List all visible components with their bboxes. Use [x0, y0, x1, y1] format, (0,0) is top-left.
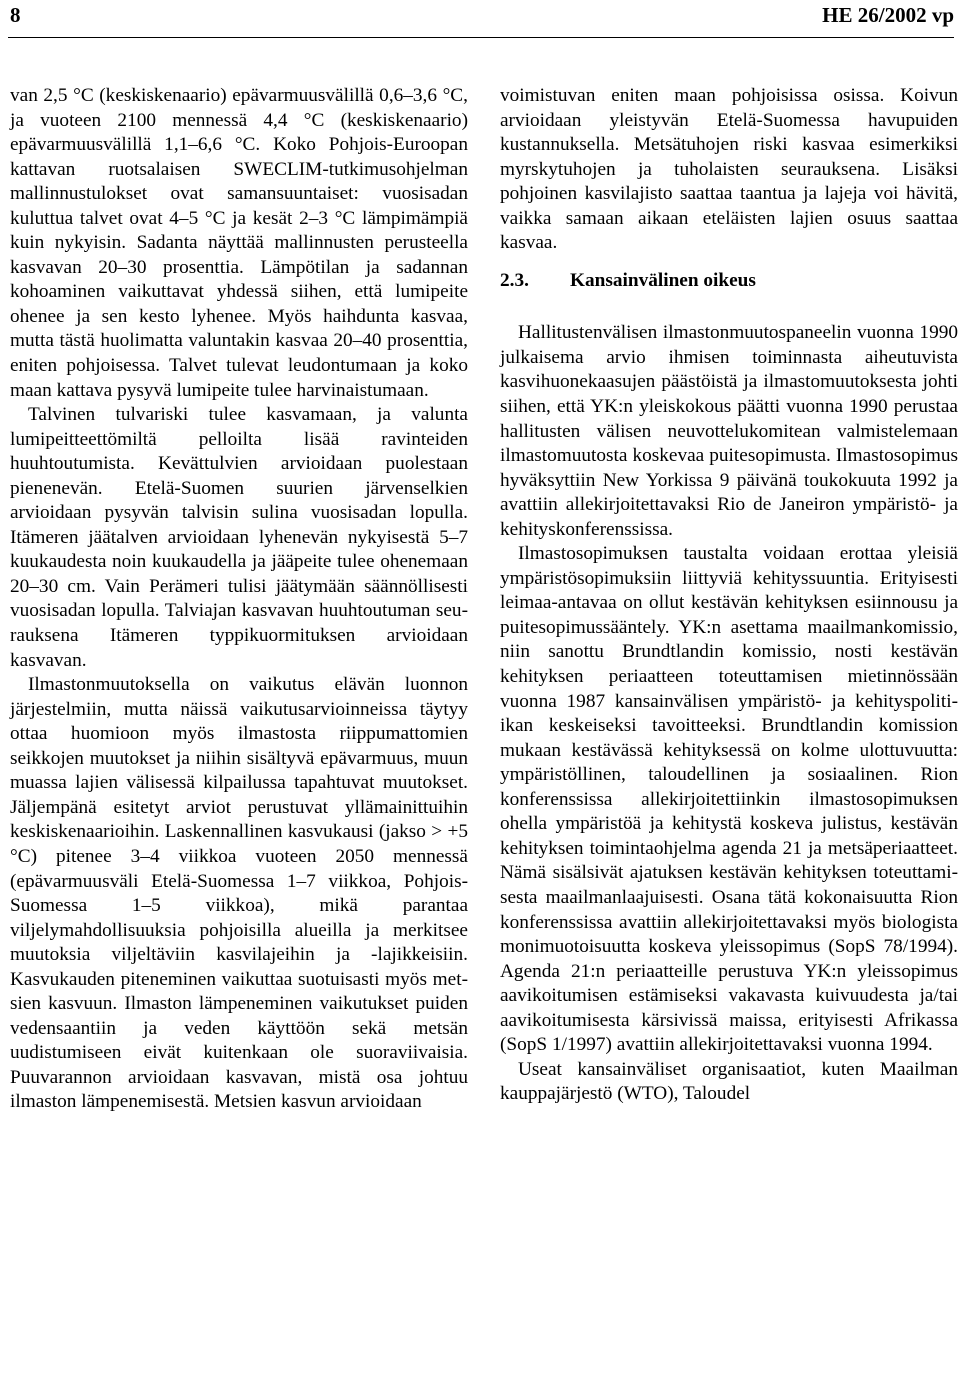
header-rule	[8, 37, 954, 38]
right-paragraph-2: Ilmastosopimuksen taustalta voidaan erottaa yleisiä ympäristösopimuksiin liittyviä kehityssuuntia. Erityisesti leimaa-antavaa on ollut kestävän kehityksen esiinnousu ja puitesopimussääntely. YK:n asettama maailmankomissio, niin sanottu Brundtlandin komissio, nosti kestävän kehityksen periaatteen toteuttamisen mietinnössään vuonna 1987 kansainvälisen ympäristö- ja kehityspolitiikan keskeiseksi tavoitteeksi. Brundtlandin komission mukaan kestävässä kehityksessä on kolme ulottuvuutta: ympäristöllinen, taloudellinen ja sosiaalinen. Rion konferenssissa allekirjoitettiinkin ilmastosopimuksen ohella ympäristöä ja kehitystä koskeva julistus, kestävän kehityksen toimintaohjelma agenda 21 ja metsäperiaatteet. Nämä sisälsivät ajatuksen kestävän kehityksen toteuttamisesta maailmanlaajuisesti. Osana tätä kokonaisuutta Rion konferenssissa avattiin allekirjoitettavaksi myös biologista monimuotoisuutta koskeva yleissopimus (SopS 78/1994). Agenda 21:n periaatteille perustuva YK:n yleissopimus aavikoitumisen estämiseksi vakavasta kuivuudesta ja/tai aavikoitumisesta kärsivissä maissa, erityisesti Afrikassa (SopS 1/1997) avattiin allekirjoitettavaksi vuonna 1994.	[500, 543, 958, 1056]
section-heading	[500, 269, 958, 294]
left-paragraph-1: van 2,5 °C (keskiskenaario) epävarmuusvälillä 0,6–3,6 °C, ja vuoteen 2100 mennessä 4,4 °C (keskiskenaario) epävarmuusvälillä 1,1–6,6 °C. Koko Pohjois-Euroopan kattavan ruotsalaisen SWECLIM-tutkimusohjelman mallinnustulokset ovat samansuuntaiset: vuosisadan kuluttua talvet ovat 4–5 °C ja kesät 2–3 °C lämpimämpiä kuin nykyisin. Sadanta näyttää mallinnusten perusteella kasvavan 20–30 prosenttia. Lämpötilan ja sadannan kohoaminen vaikuttavat yhdessä siihen, että lumipeite ohenee ja sen kesto lyhenee. Myös haihdunta kasvaa, mutta tästä huolimatta valuntakin kasvaa 20–40 prosenttia, eniten pohjoisessa. Talvet tulevat leudontumaan ja koko maan kattava pysyvä lumipeite tulee harvinaistumaan.	[10, 85, 468, 401]
left-column	[10, 84, 468, 1115]
section-title: Kansainvälinen oikeus	[570, 269, 756, 291]
left-paragraph-2: Talvinen tulvariski tulee kasvamaan, ja valunta lumipeitteettömiltä pelloilta lisää ravinteiden huuhtoutumista. Kevättulvien arvioidaan puolestaan pienenevän. Etelä-Suomen suurien järvenselkien arvioidaan pysyvän talvisin sulina vuosisadan lopulla. Itämeren jäätalven arvioidaan lyhenevän nykyisestä 5–7 kuukaudesta noin kuukaudella ja jääpeite tulee ohenemaan 20–30 cm. Vain Perämeri tulisi jäätymään säännöllisesti vuosisadan lopulla. Talviajan kasvavan huuhtoutuman seurauksena Itämeren typpikuormituksen arvioidaan kasvavan.	[10, 404, 468, 671]
left-paragraph-3: Ilmastonmuutoksella on vaikutus elävän luonnon järjestelmiin, mutta näissä vaikutusarvioinneissa täytyy ottaa huomioon myös ilmastosta riippumattomien seikkojen muutokset ja niihin sisältyvä epävarmuus, muun muassa lajien välisessä kilpailussa tapahtuvat muutokset. Jäljempänä esitetyt arviot perustuvat yllämainittuihin keskiskenaarioihin. Laskennallinen kasvukausi (jakso > +5 °C) pitenee 3–4 viikkoa vuoteen 2050 mennessä (epävarmuusväli Etelä-Suomessa 1–7 viikkoa, Pohjois-Suomessa 1–5 viikkoa), mikä parantaa viljelymahdollisuuksia pohjoisilla alueilla ja merkitsee muutoksia viljeltäviin kasvilajeihin ja -lajikkeisiin. Kasvukauden piteneminen vaikuttaa suotuisasti myös metsien kasvuun. Ilmaston lämpeneminen vaikutukset puiden vedensaantiin ja veden käyttöön sekä metsän uudistumiseen eivät kuitenkaan ole suoraviivaisia. Puuvarannon arvioidaan kasvavan, mistä osa johtuu ilmaston lämpenemisestä. Metsien kasvun arvioidaan	[10, 674, 468, 1113]
right-intro-paragraph: voimistuvan eniten maan pohjoisissa osissa. Koivun arvioidaan yleistyvän Etelä-Suomessa havupuiden kustannuksella. Metsätuhojen riski kasvaa esimerkiksi myrskytuhojen ja tuholaisten seurauksena. Lisäksi pohjoinen kasvilajisto saattaa taantua ja lajeja voi hävitä, vaikka samaan aikaan eteläisten lajien osuus saattaa kasvaa.	[500, 85, 958, 254]
page-header	[0, 0, 960, 40]
page-number: 8	[10, 3, 21, 27]
right-paragraph-3: Useat kansainväliset organisaatiot, kuten Maailman kauppajärjestö (WTO), Taloudel	[500, 1058, 958, 1105]
section-number: 2.3.	[500, 269, 529, 291]
right-paragraph-1: Hallitustenvälisen ilmastonmuutospaneelin vuonna 1990 julkaisema arvio ihmisen toiminnasta aiheutuvista kasvihuonekaasujen päästöistä ja ilmastomuutoksesta johti siihen, että YK:n yleiskokous päätti vuonna 1990 perustaa hallitusten välisen neuvottelukomitean valmistelemaan ilmastomuutosta koskevaa puitesopimusta. Ilmastosopimus hyväksyttiin New Yorkissa 9 päivänä toukokuuta 1992 ja avattiin allekirjoitettavaksi Rio de Janeiron ympäristö- ja kehityskonferenssissa.	[500, 322, 958, 540]
right-column	[500, 84, 958, 1107]
document-id: HE 26/2002 vp	[822, 3, 954, 27]
